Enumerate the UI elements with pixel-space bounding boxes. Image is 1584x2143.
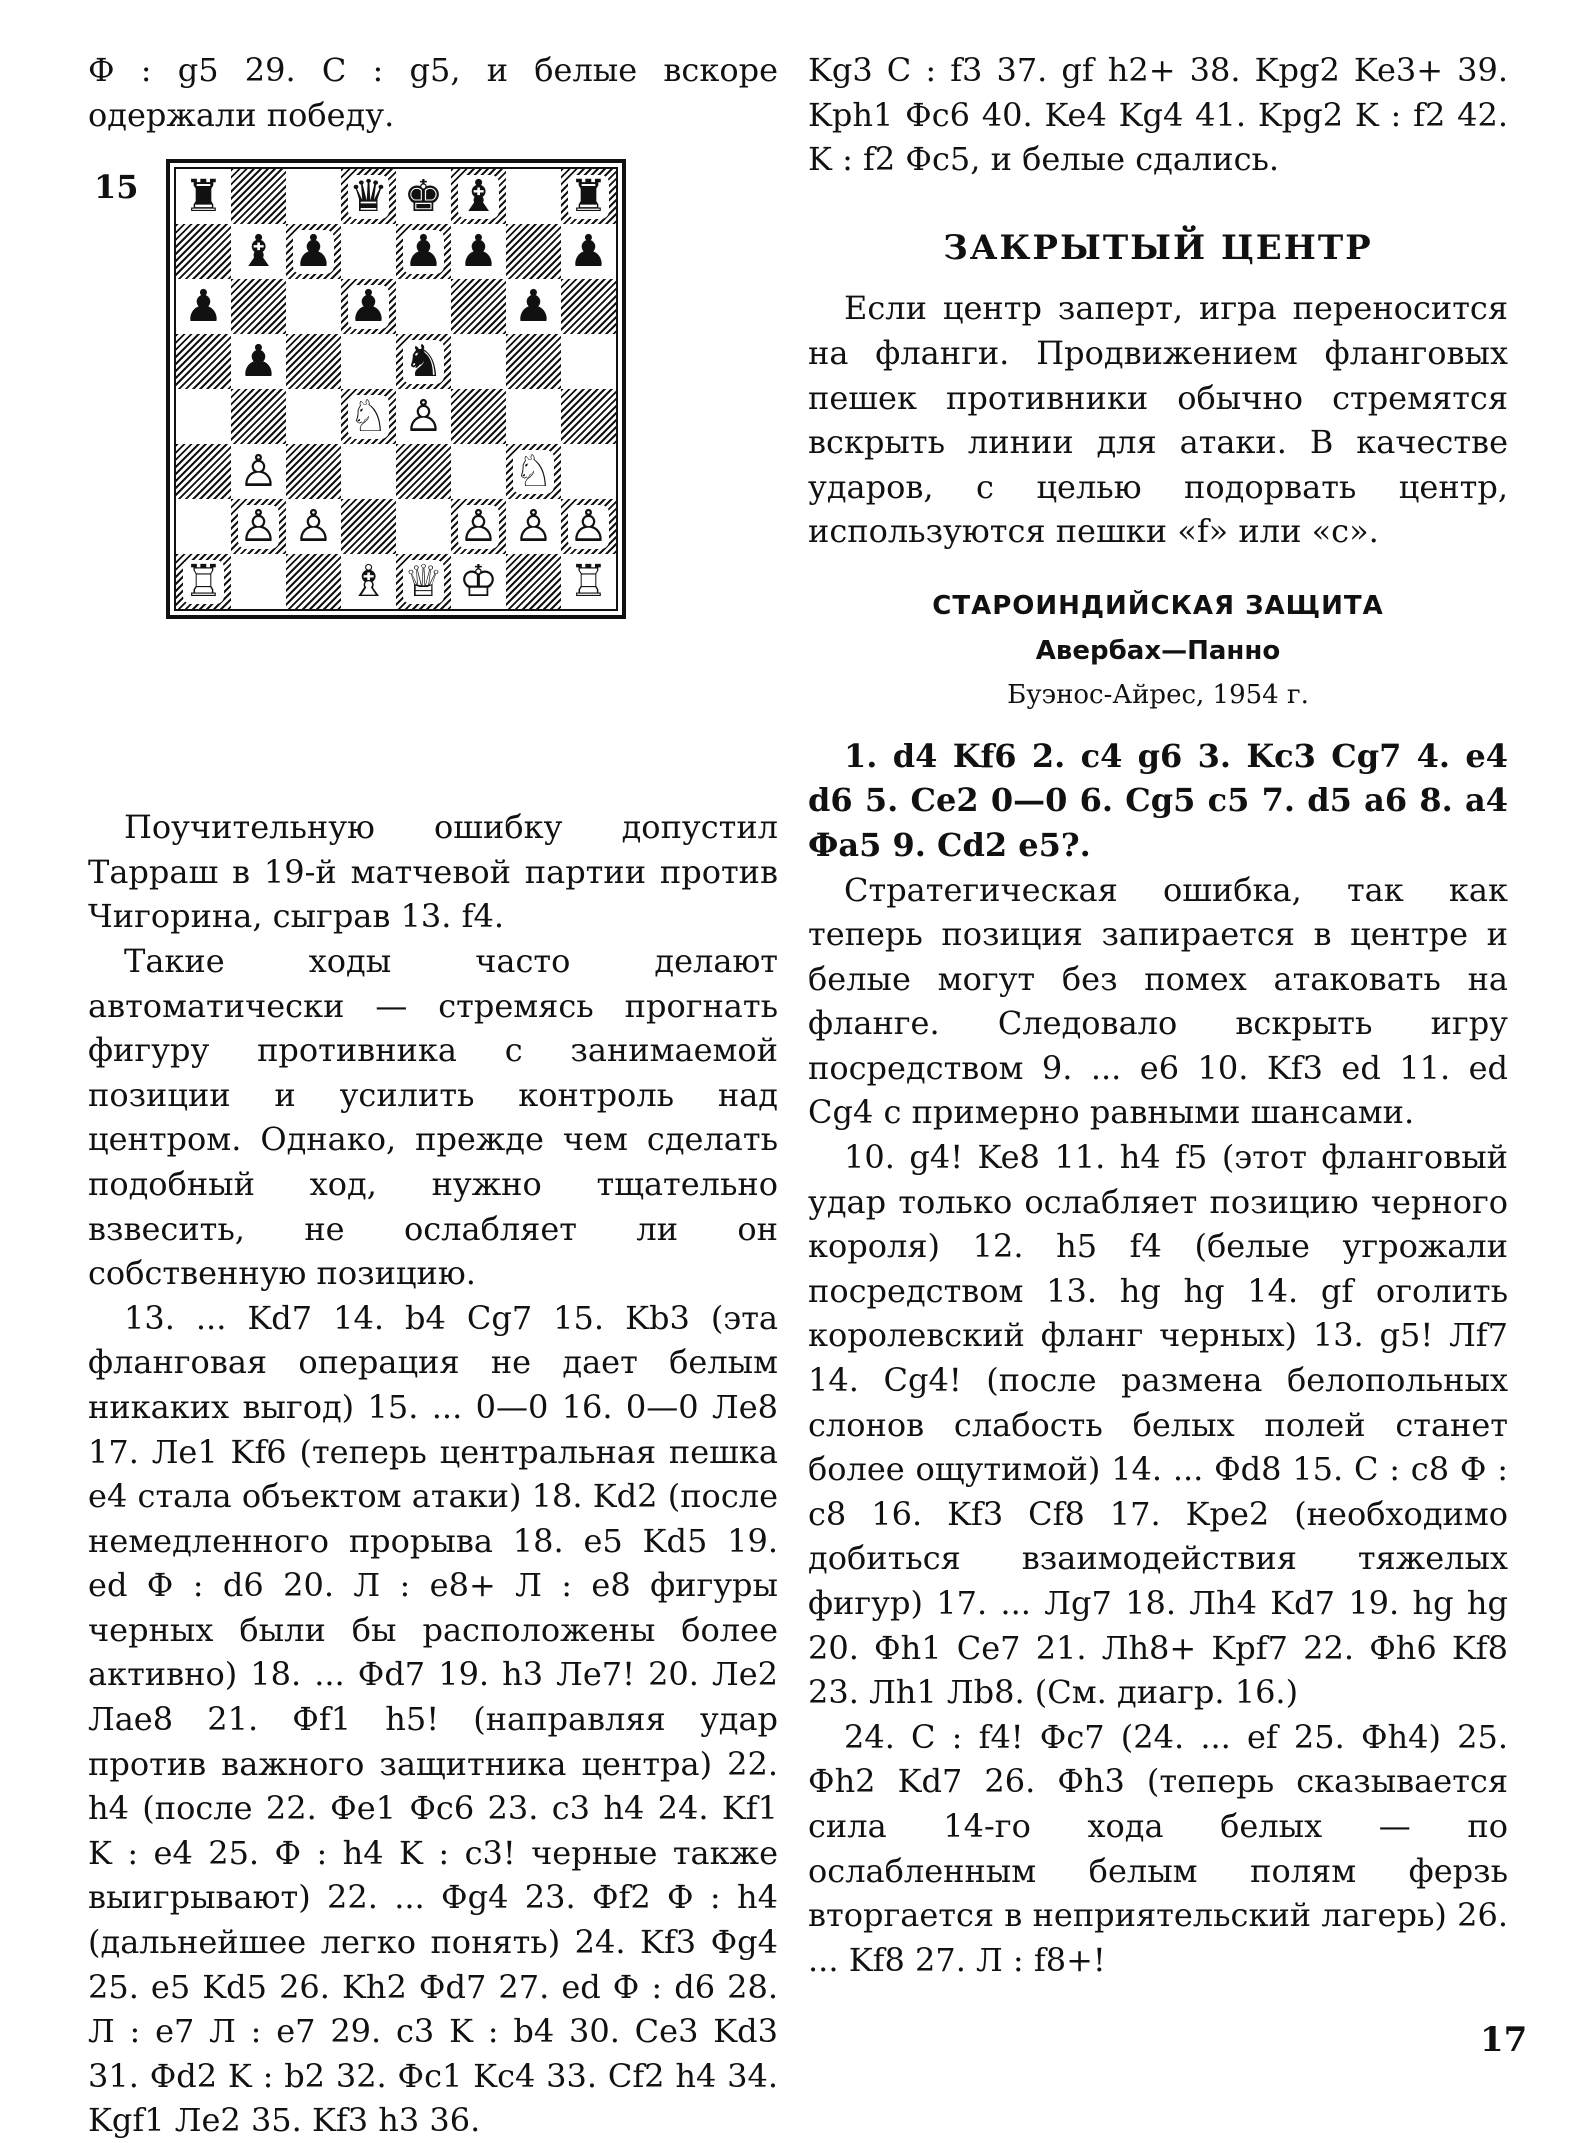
chess-piece: ♕ [403,555,444,607]
game-venue: Буэнос-Айрес, 1954 г. [1007,680,1309,711]
game-players: Авербах—Панно [1035,635,1281,666]
chess-piece: ♘ [348,390,389,442]
board-square [341,499,396,554]
board-square [286,334,341,389]
chess-piece: ♗ [348,555,389,607]
board-square [396,444,451,499]
chess-piece: ♝ [458,170,499,222]
chess-piece: ♚ [403,170,444,222]
board-square [176,224,231,279]
paragraph-move-24: 24. C : f4! Фс7 (24. ... ef 25. Фh4) 25. Фh2 Kd7 26. Фh3 (теперь сказывается сила 14-го хода белых — по ослабленным белым полям ферзь вторгается в неприятельский лагерь) 26. ... Kf8 27. Л : f8+! [808,1717,1508,1979]
board-square [286,554,341,609]
chess-piece: ♙ [513,500,554,552]
chess-piece: ♟ [183,280,224,332]
board-square [231,224,286,279]
board-square [506,444,561,499]
board-square [341,169,396,224]
paragraph-game-moves: 13. ... Kd7 14. b4 Cg7 15. Kb3 (эта фланговая операция не дает белым никаких выгод) 15. ... 0—0 16. 0—0 Ле8 17. Ле1 Kf6 (теперь центральная пешка е4 стала объектом атаки) 18. Kd2 (после немедленного прорыва 18. е5 Kd5 19. ed Ф : d6 20. Л : е8+ Л : е8 фигуры черных были бы расположены более активно) 18. ... Фd7 19. h3 Ле7! 20. Ле2 Лае8 21. Фf1 h5! (направляя удар против важного защитника центра) 22. h4 (после 22. Фе1 Фс6 23. с3 h4 24. Kf1 K : е4 25. Ф : h4 K : с3! черные также выигрывают) 22. ... Фg4 23. Фf2 Ф : h4 (дальнейшее легко понять) 24. Kf3 Фg4 25. е5 Kd5 26. Kh2 Фd7 27. ed Ф : d6 28. Л : е7 Л : е7 29. с3 K : b4 30. Се3 Kd3 31. Фd2 K : b2 32. Фс1 Kс4 33. Cf2 h4 34. Kgf1 Ле2 35. Kf3 h3 36. [88,1298,778,2140]
board-square [396,169,451,224]
board-square [451,554,506,609]
board-square [451,169,506,224]
opening-subheading: СТАРОИНДИЙСКАЯ ЗАЩИТА [932,590,1384,621]
board-square [396,554,451,609]
chess-piece: ♟ [293,225,334,277]
board-square [176,444,231,499]
chess-board [174,167,618,611]
board-square [231,444,286,499]
paragraph-strategic-error: Стратегическая ошибка, так как теперь позиция запирается в центре и белые могут без помех атаковать на фланге. Следовало вскрыть игру посредством 9. ... е6 10. Kf3 ed 11. ed Cg4 с примерно равными шансами. [808,870,1508,1132]
chess-piece: ♝ [238,225,279,277]
board-square [451,389,506,444]
board-square [451,224,506,279]
board-square [561,499,616,554]
board-square [451,444,506,499]
chess-piece: ♟ [568,225,609,277]
board-square [286,224,341,279]
board-square [341,279,396,334]
left-column [88,48,778,2143]
board-square [341,389,396,444]
chess-piece: ♙ [238,445,279,497]
section-heading: ЗАКРЫТЫЙ ЦЕНТР [943,227,1373,268]
board-square [286,389,341,444]
chess-piece: ♟ [513,280,554,332]
chess-piece: ♟ [458,225,499,277]
board-square [506,279,561,334]
opening-moves: 1. d4 Kf6 2. с4 g6 3. Kс3 Cg7 4. е4 d6 5. Се2 0—0 6. Cg5 с5 7. d5 а6 8. а4 Фа5 9. Cd2 е5?. [808,736,1508,864]
board-square [231,334,286,389]
chess-piece: ♟ [403,225,444,277]
board-square [396,389,451,444]
paragraph-move-10: 10. g4! Ke8 11. h4 f5 (этот фланговый удар только ослабляет позицию черного короля) 12. h5 f4 (белые угрожали посредством 13. hg hg 14. gf оголить королевский фланг черных) 13. g5! Лf7 14. Cg4! (после размена белопольных слонов слабость белых полей станет более ощутимой) 14. ... Фd8 15. C : c8 Ф : c8 16. Kf3 Cf8 17. Kpe2 (необходимо добиться взаимодействия тяжелых фигур) 17. ... Лg7 18. Лh4 Kd7 19. hg hg 20. Фh1 Се7 21. Лh8+ Kpf7 22. Фh6 Kf8 23. Лh1 Лb8. (См. диагр. 16.) [808,1138,1508,1712]
board-square [176,499,231,554]
chess-piece: ♙ [458,500,499,552]
board-square [286,444,341,499]
board-square [231,389,286,444]
board-square [506,334,561,389]
board-square [286,169,341,224]
board-square [561,334,616,389]
chess-piece: ♙ [403,390,444,442]
paragraph-tarrasch: Поучительную ошибку допустил Тарраш в 19-й матчевой партии против Чигорина, сыграв 13. f4. [88,808,778,936]
diagram-number: 15 [94,168,139,207]
board-square [561,554,616,609]
board-square [231,499,286,554]
chess-piece: ♖ [183,555,224,607]
paragraph-automatic-moves: Такие ходы часто делают автоматически — стремясь прогнать фигуру противника с занимаемой позиции и усилить контроль над центром. Однако, прежде чем сделать подобный ход, нужно тщательно взвесить, не ослабляет ли он собственную позицию. [88,941,778,1293]
board-square [286,279,341,334]
board-square [396,224,451,279]
board-square [561,389,616,444]
board-square [561,169,616,224]
right-column [808,48,1508,1982]
chess-piece: ♜ [568,170,609,222]
page-number: 17 [1480,2020,1528,2060]
board-square [231,169,286,224]
board-square [506,499,561,554]
board-square [396,499,451,554]
board-square [176,334,231,389]
chess-piece: ♖ [568,555,609,607]
board-square [506,554,561,609]
board-square [451,279,506,334]
board-square [506,389,561,444]
chess-piece: ♙ [568,500,609,552]
board-square [561,444,616,499]
chess-piece: ♙ [238,500,279,552]
board-square [396,279,451,334]
chess-diagram [88,155,778,805]
board-frame [166,159,626,619]
board-square [506,224,561,279]
board-square [561,279,616,334]
board-square [231,554,286,609]
board-square [286,499,341,554]
chess-piece: ♔ [458,555,499,607]
chess-piece: ♞ [403,335,444,387]
board-square [341,554,396,609]
board-square [176,389,231,444]
chess-piece: ♘ [513,445,554,497]
board-square [396,334,451,389]
board-square [341,224,396,279]
chess-piece: ♛ [348,170,389,222]
board-square [176,169,231,224]
board-square [451,499,506,554]
right-intro: Kg3 C : f3 37. gf h2+ 38. Kpg2 Ke3+ 39. Kph1 Фс6 40. Ke4 Kg4 41. Kpg2 K : f2 42. K : f2 Фс5, и белые сдались. [808,51,1508,179]
chess-piece: ♟ [348,280,389,332]
chess-piece: ♟ [238,335,279,387]
board-square [341,334,396,389]
chess-piece: ♙ [293,500,334,552]
board-square [176,554,231,609]
board-square [341,444,396,499]
chess-piece: ♜ [183,170,224,222]
board-square [506,169,561,224]
board-square [176,279,231,334]
board-square [451,334,506,389]
board-square [231,279,286,334]
paragraph-closed-center: Если центр заперт, игра переносится на фланги. Продвижением фланговых пешек противники обычно стремятся вскрыть линии для атаки. В качестве ударов, с целью подорвать центр, используются пешки «f» или «с». [808,289,1508,551]
left-intro: Ф : g5 29. С : g5, и белые вскоре одержали победу. [88,51,778,134]
board-square [561,224,616,279]
